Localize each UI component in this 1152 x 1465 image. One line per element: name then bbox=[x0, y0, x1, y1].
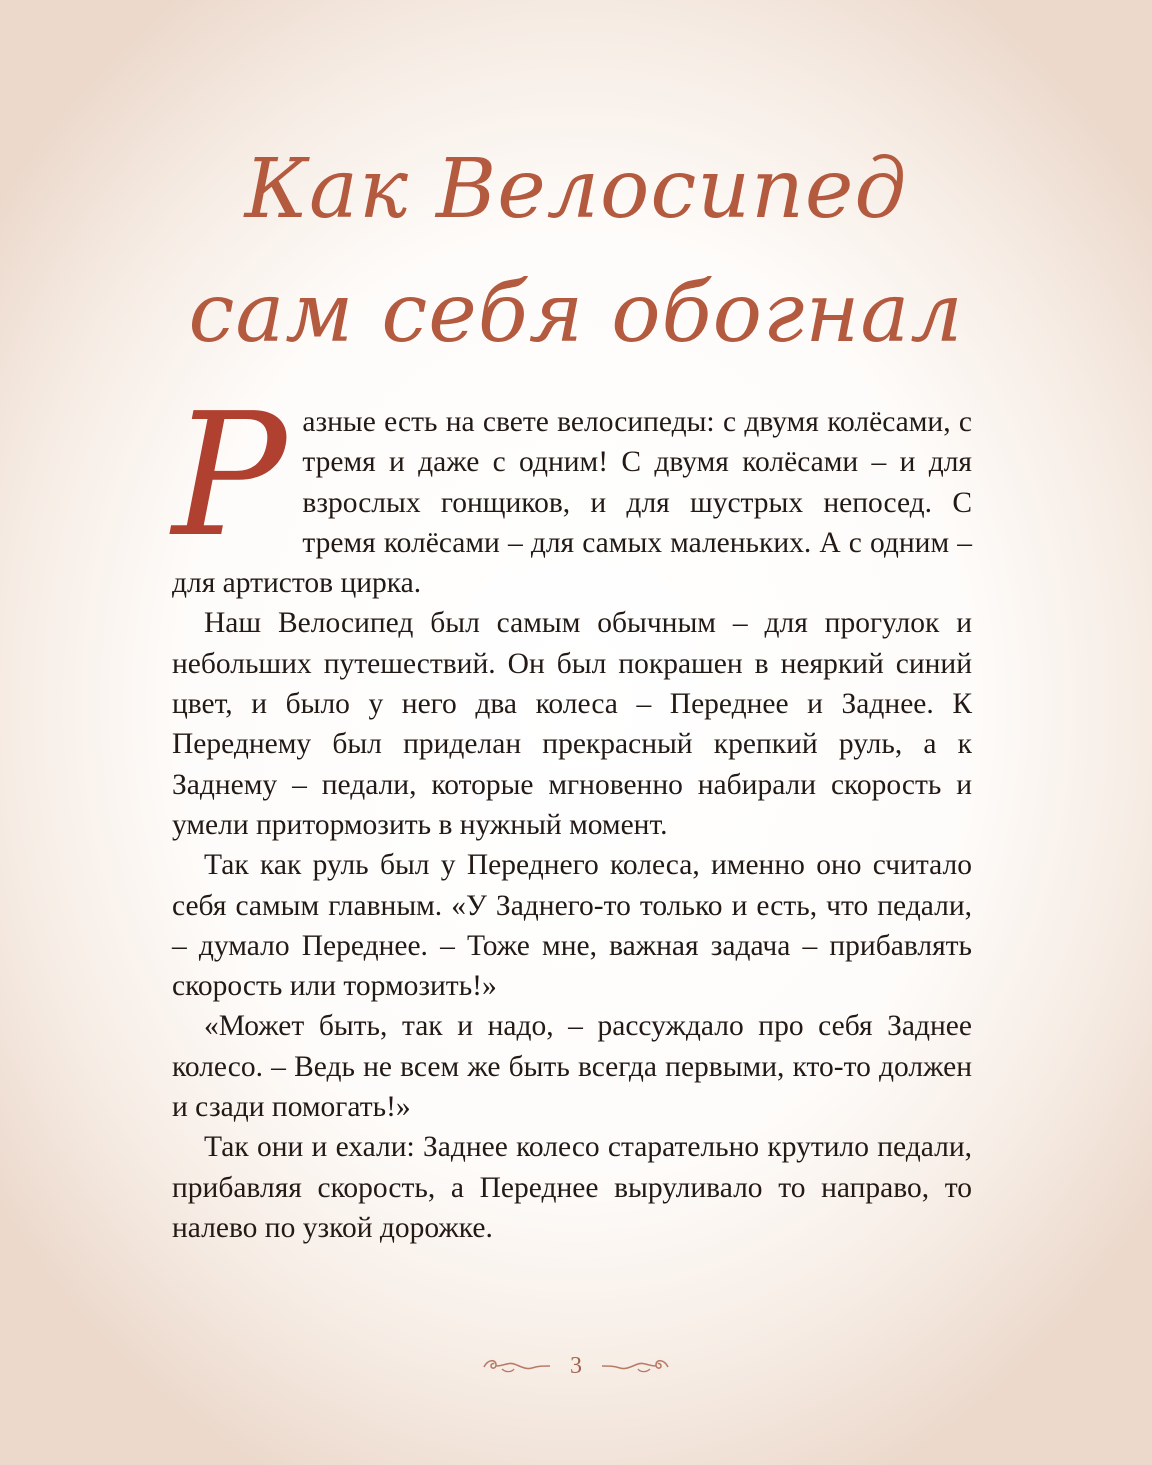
paragraph-3: Так как руль был у Переднего колеса, именно оно считало себя самым главным. «У Заднего-то только и есть, что педали, – думало Переднее. – Тоже мне, важная задача – прибавлять скорость или тормозить!» bbox=[172, 849, 972, 1003]
page-number: 3 bbox=[570, 1353, 582, 1379]
paragraph-2: Наш Велосипед был самым обычным – для прогулок и небольших путешествий. Он был покрашен в неяркий синий цвет, и было у него два колеса – Переднее и Заднее. К Переднему был приделан прекрасный крепкий руль, а к Заднему – педали, которые мгновенно набирали скорость и умели притормозить в нужный момент. bbox=[172, 607, 972, 841]
chapter-title bbox=[0, 128, 1152, 376]
paragraph-5: Так они и ехали: Заднее колесо старательно крутило педали, прибавляя скорость, а Переднее выруливало то направо, то налево по узкой дорожке. bbox=[172, 1131, 972, 1244]
paragraph-1 bbox=[172, 377, 972, 603]
page-footer bbox=[0, 1346, 1152, 1386]
title-line-2: сам себя обогнал bbox=[188, 266, 964, 361]
flourish-left-icon bbox=[482, 1355, 552, 1377]
title-line-1: Как Велосипед bbox=[244, 142, 908, 237]
paragraph-4: «Может быть, так и надо, – рассуждало про себя Заднее колесо. – Ведь не всем же быть всегда первыми, кто-то должен и сзади помогать!» bbox=[172, 1010, 972, 1124]
paragraph-1-text: азные есть на свете велосипеды: с двумя колёсами, с тремя и даже с одним! С двумя колёсами – и для взрослых гонщиков, и для шустрых непосед. С тремя колёсами – для самых маленьких. А с одним – для артистов цирка. bbox=[172, 406, 972, 600]
story-text bbox=[172, 377, 972, 1248]
drop-cap-letter: Р bbox=[172, 377, 287, 575]
flourish-right-icon bbox=[600, 1355, 670, 1377]
